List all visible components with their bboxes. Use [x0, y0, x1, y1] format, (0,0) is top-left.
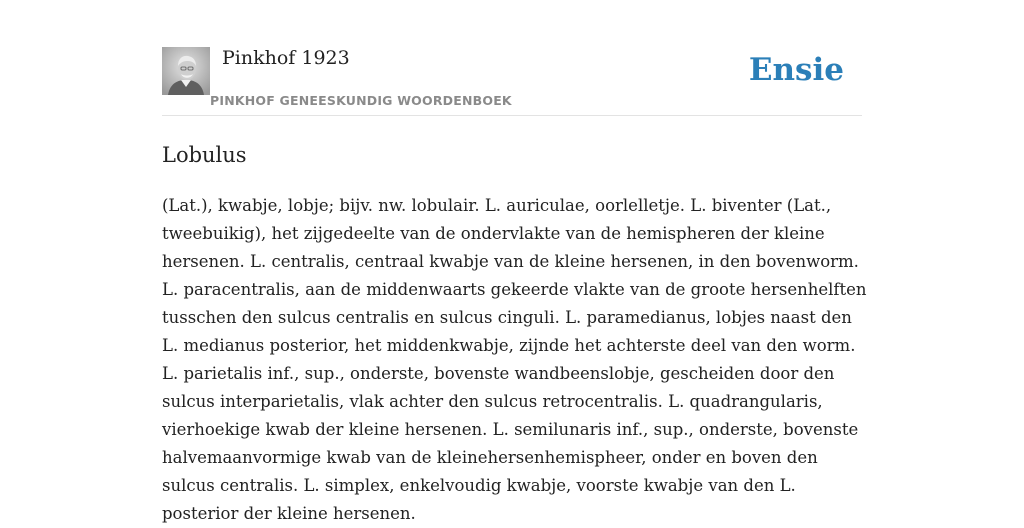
definition-line: (Lat.), kwabje, lobje; bijv. nw. lobulair. L. auriculae, oorlelletje. L. biventer (Lat., — [162, 196, 832, 215]
definition-line: L. parietalis inf., sup., onderste, bovenste wandbeenslobje, gescheiden door den — [162, 364, 835, 383]
definition-line: sulcus centralis. L. simplex, enkelvoudig kwabje, voorste kwabje van den L. — [162, 476, 796, 495]
definition-line: tusschen den sulcus centralis en sulcus cinguli. L. paramedianus, lobjes naast den — [162, 308, 852, 327]
portrait-icon — [162, 47, 210, 95]
definition-line: posterior der kleine hersenen. — [162, 504, 416, 523]
definition-line: vierhoekige kwab der kleine hersenen. L. semilunaris inf., sup., onderste, bovenste — [162, 420, 859, 439]
definition-line: L. medianus posterior, het middenkwabje, zijnde het achterste deel van den worm. — [162, 336, 856, 355]
definition-line: halvemaanvormige kwab van de kleinehersenhemispheer, onder en boven den — [162, 448, 818, 467]
dictionary-source[interactable]: PINKHOF GENEESKUNDIG WOORDENBOEK — [210, 93, 512, 108]
definition-line: sulcus interparietalis, vlak achter den sulcus retrocentralis. L. quadrangularis, — [162, 392, 823, 411]
definition-line: hersenen. L. centralis, centraal kwabje van de kleine hersenen, in den bovenworm. — [162, 252, 859, 271]
ensie-logo[interactable]: Ensie — [748, 52, 844, 88]
definition-line: tweebuikig), het zijgedeelte van de ondervlakte van de hemispheren der kleine — [162, 224, 825, 243]
entry-title: Lobulus — [162, 143, 247, 167]
author-name[interactable]: Pinkhof 1923 — [222, 47, 350, 69]
header — [162, 0, 862, 116]
definition-line: L. paracentralis, aan de middenwaarts gekeerde vlakte van de groote hersenhelften — [162, 280, 867, 299]
entry-definition — [162, 192, 874, 528]
author-avatar[interactable] — [162, 47, 210, 95]
